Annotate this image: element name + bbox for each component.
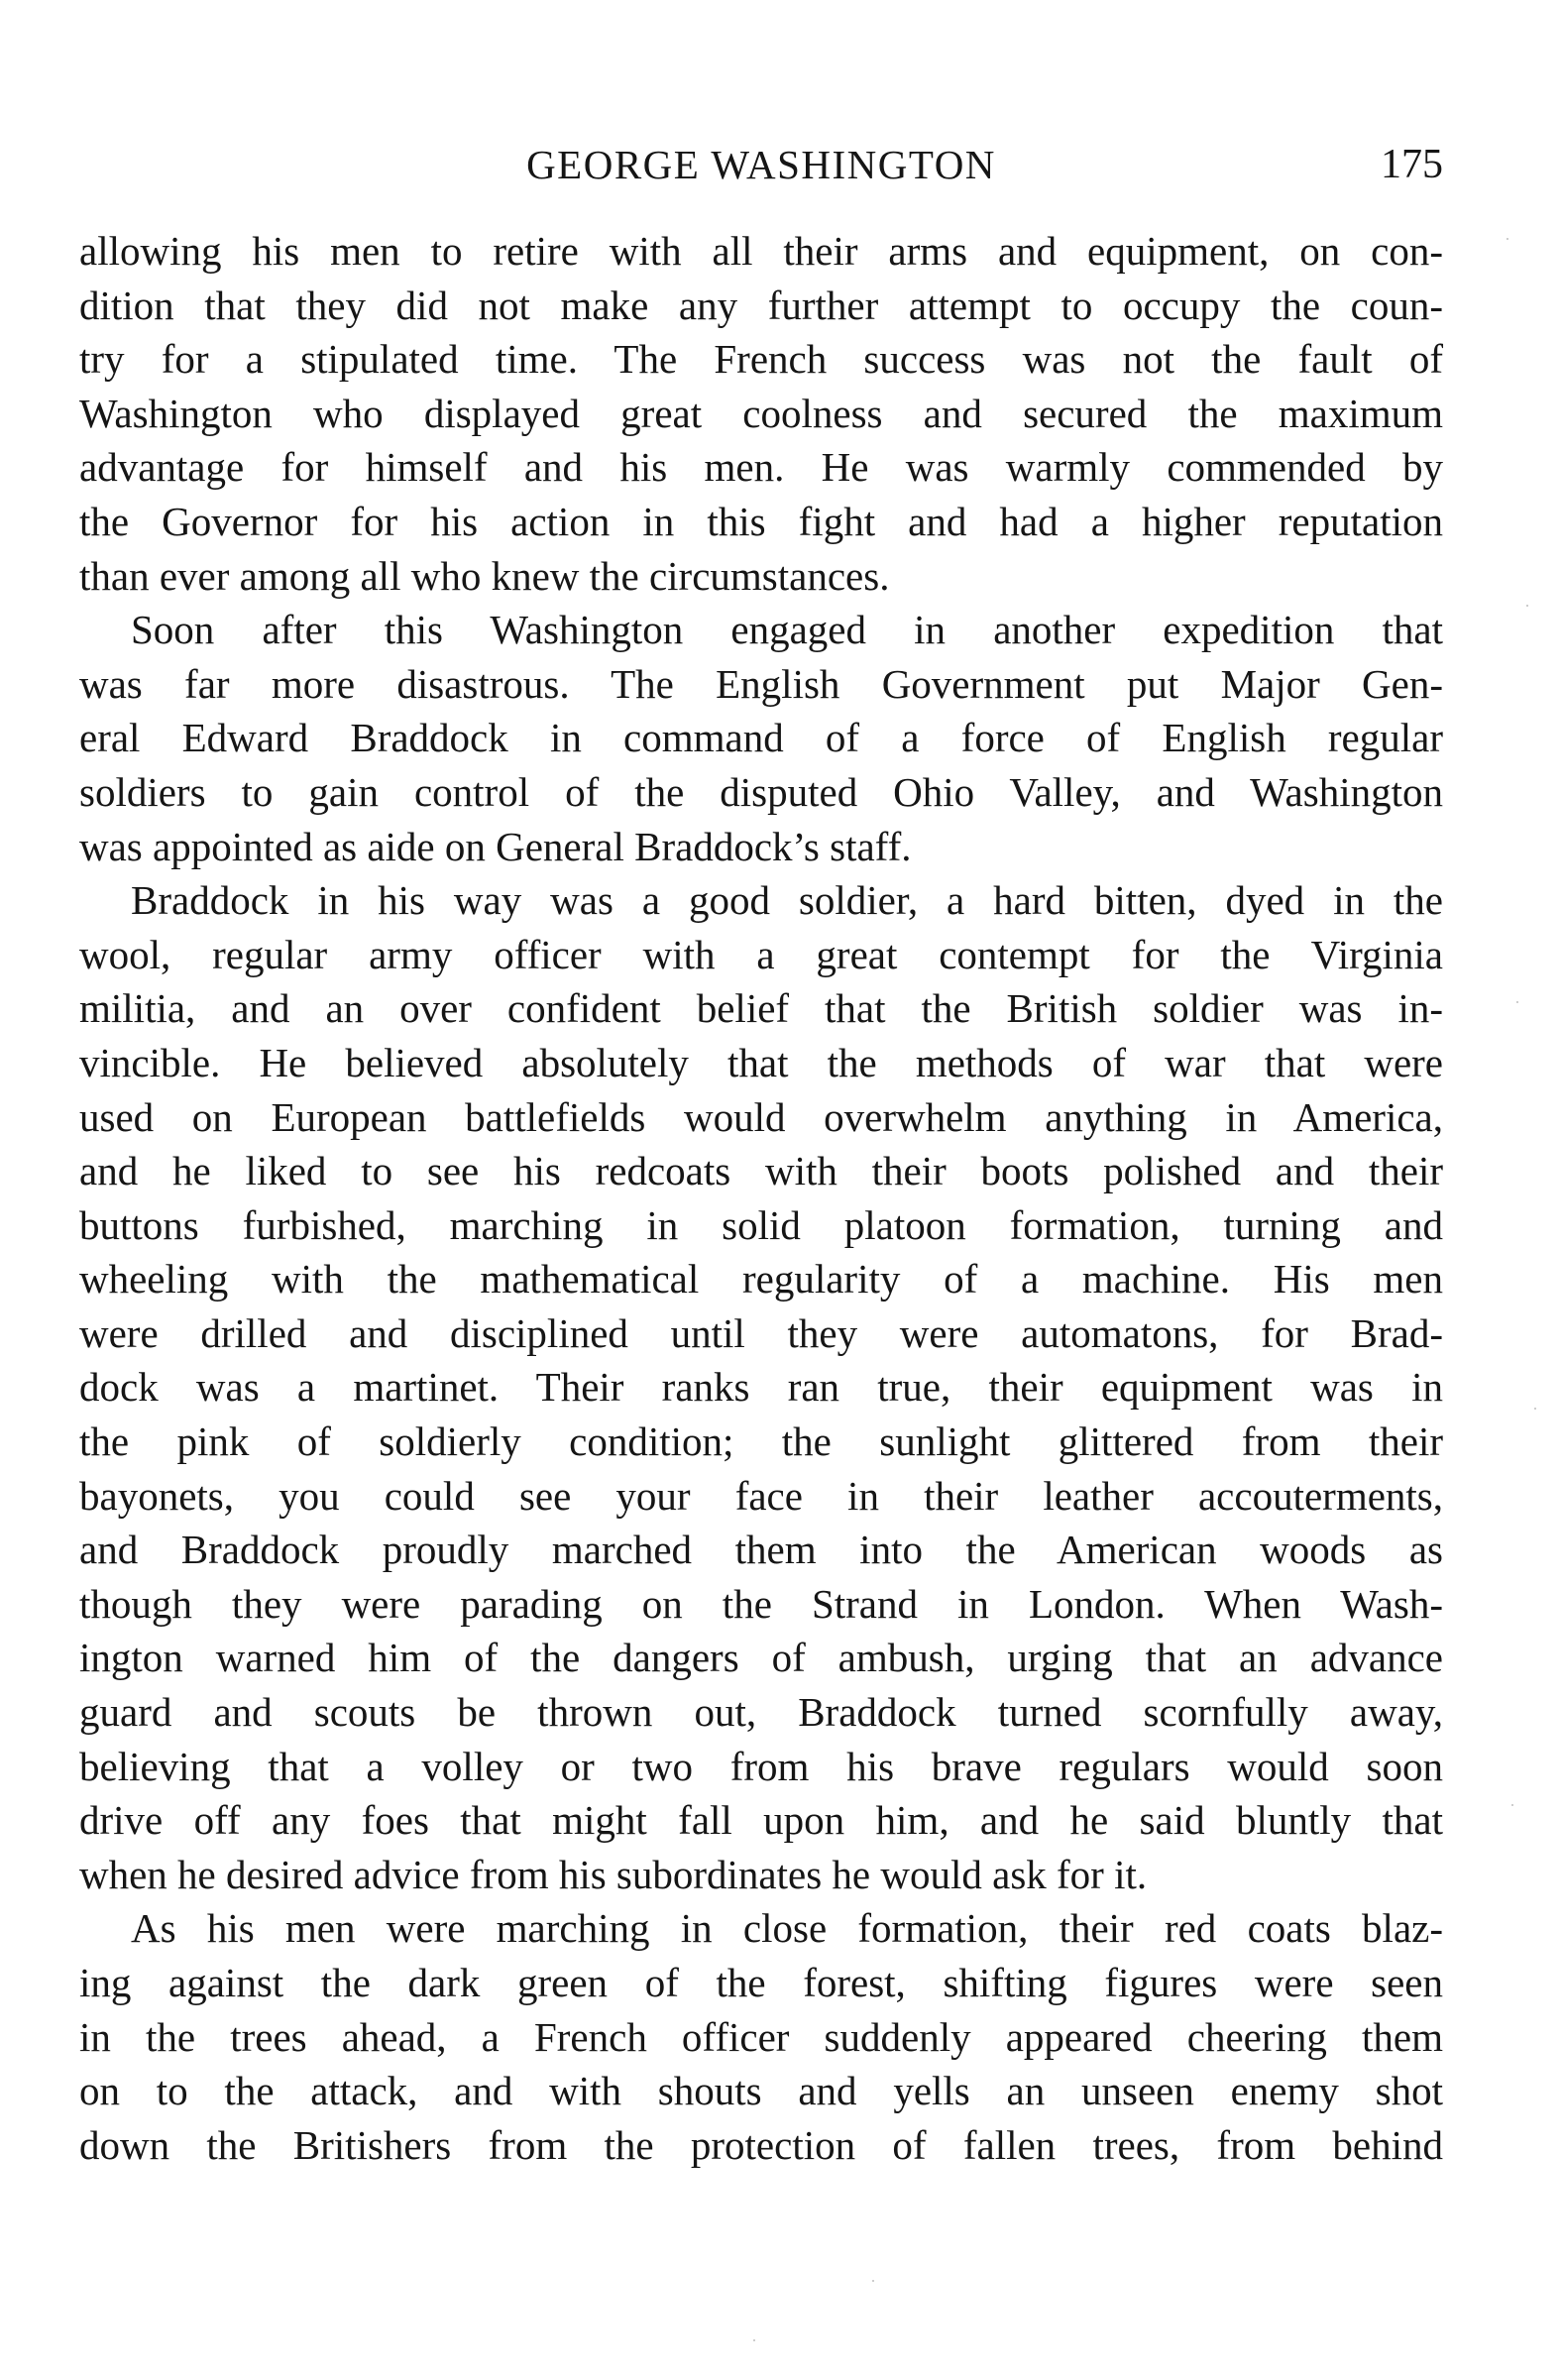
text-line: bayonets, you could see your face in their leather accouterments, bbox=[79, 1472, 1443, 1519]
text-line: dition that they did not make any further attempt to occupy the coun- bbox=[79, 282, 1443, 328]
paragraph bbox=[79, 1901, 1443, 2172]
text-line: than ever among all who knew the circumstances. bbox=[79, 552, 890, 599]
text-line: eral Edward Braddock in command of a force of English regular bbox=[79, 715, 1443, 761]
text-line: ington warned him of the dangers of ambush, urging that an advance bbox=[79, 1635, 1443, 1681]
text-line: As his men were marching in close formation, their red coats blaz- bbox=[131, 1905, 1443, 1952]
text-line: and Braddock proudly marched them into the American woods as bbox=[79, 1527, 1443, 1573]
scan-speck bbox=[1516, 1001, 1518, 1003]
text-line: used on European battlefields would overwhelm anything in America, bbox=[79, 1093, 1443, 1140]
text-line: Soon after this Washington engaged in another expedition that bbox=[131, 607, 1443, 653]
paragraph bbox=[79, 873, 1443, 1901]
text-line: believing that a volley or two from his brave regulars would soon bbox=[79, 1743, 1443, 1789]
text-line: when he desired advice from his subordinates he would ask for it. bbox=[79, 1851, 1148, 1897]
page-number: 175 bbox=[1381, 142, 1443, 187]
scan-speck bbox=[872, 2280, 874, 2282]
scan-speck bbox=[1506, 238, 1508, 240]
running-head-title: GEORGE WASHINGTON bbox=[526, 142, 996, 187]
text-line: wool, regular army officer with a great contempt for the Virginia bbox=[79, 931, 1443, 977]
text-line: the Governor for his action in this fight and had a higher reputation bbox=[79, 498, 1443, 544]
text-line: allowing his men to retire with all their arms and equipment, on con- bbox=[79, 228, 1443, 274]
paragraph bbox=[79, 603, 1443, 873]
text-line: and he liked to see his redcoats with their boots polished and their bbox=[79, 1148, 1443, 1194]
text-line: ing against the dark green of the forest, shifting figures were seen bbox=[79, 1960, 1443, 2005]
text-line: vincible. He believed absolutely that the methods of war that were bbox=[79, 1039, 1443, 1085]
text-line: the pink of soldierly condition; the sunlight glittered from their bbox=[79, 1418, 1443, 1465]
scan-speck bbox=[1534, 1408, 1536, 1410]
text-line: on to the attack, and with shouts and yells an unseen enemy shot bbox=[79, 2068, 1443, 2114]
text-line: try for a stipulated time. The French success was not the fault of bbox=[79, 336, 1443, 383]
text-line: in the trees ahead, a French officer suddenly appeared cheering them bbox=[79, 2013, 1443, 2060]
text-line: Washington who displayed great coolness and secured the maximum bbox=[79, 390, 1443, 436]
text-line: guard and scouts be thrown out, Braddock turned scornfully away, bbox=[79, 1689, 1443, 1736]
text-line: were drilled and disciplined until they were automatons, for Brad- bbox=[79, 1309, 1443, 1356]
scan-speck bbox=[753, 2339, 755, 2341]
text-line: soldiers to gain control of the disputed Ohio Valley, and Washington bbox=[79, 768, 1443, 815]
paragraph bbox=[79, 224, 1443, 603]
text-line: advantage for himself and his men. He was warmly commended by bbox=[79, 444, 1443, 491]
text-line: Braddock in his way was a good soldier, a hard bitten, dyed in the bbox=[131, 877, 1443, 924]
text-line: was far more disastrous. The English Government put Major Gen- bbox=[79, 660, 1443, 707]
text-line: militia, and an over confident belief that the British soldier was in- bbox=[79, 985, 1443, 1032]
text-line: down the Britishers from the protection of fallen trees, from behind bbox=[79, 2121, 1443, 2168]
text-line: though they were parading on the Strand in London. When Wash- bbox=[79, 1580, 1443, 1627]
text-line: was appointed as aide on General Braddock’s staff. bbox=[79, 823, 912, 869]
body-text bbox=[79, 224, 1443, 2172]
text-line: buttons furbished, marching in solid platoon formation, turning and bbox=[79, 1201, 1443, 1248]
scan-speck bbox=[1526, 605, 1528, 607]
text-line: wheeling with the mathematical regularity of a machine. His men bbox=[79, 1256, 1443, 1303]
running-head bbox=[79, 135, 1443, 194]
text-line: drive off any foes that might fall upon him, and he said bluntly that bbox=[79, 1797, 1443, 1844]
text-line: dock was a martinet. Their ranks ran true, their equipment was in bbox=[79, 1364, 1443, 1411]
scan-speck bbox=[1511, 1804, 1513, 1806]
